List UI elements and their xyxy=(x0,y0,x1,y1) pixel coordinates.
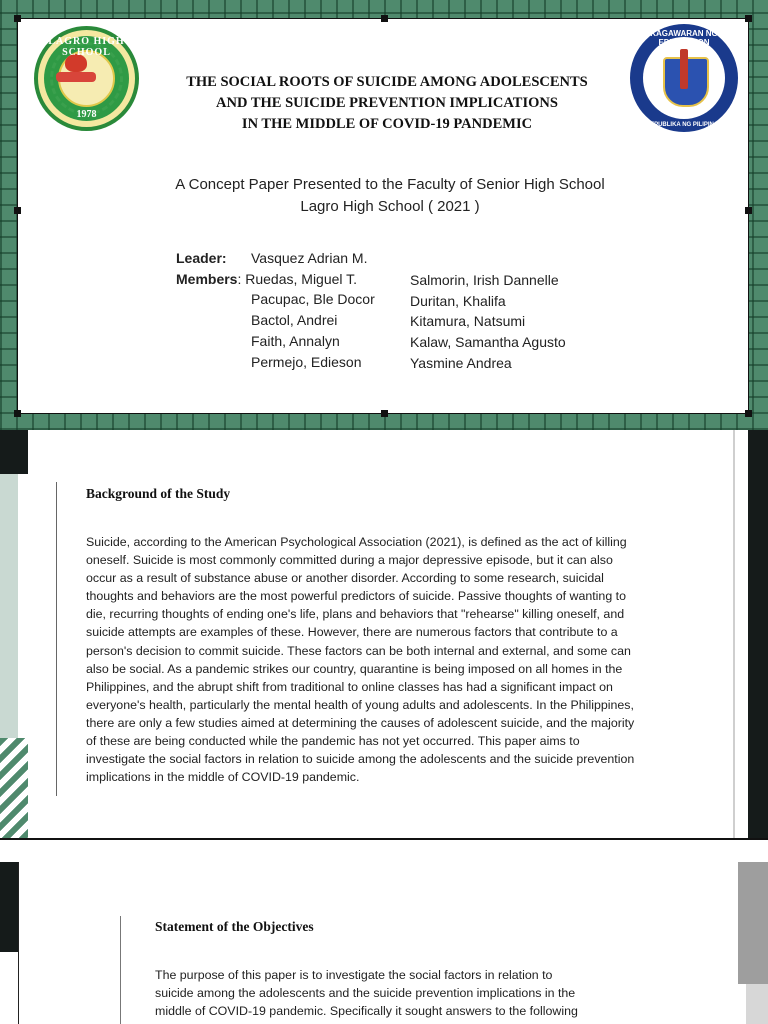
resize-handle[interactable] xyxy=(745,15,752,22)
objectives-heading: Statement of the Objectives xyxy=(155,919,314,934)
background-page xyxy=(0,430,768,840)
member-name: Permejo, Edieson xyxy=(251,353,362,370)
paragraph-line: die, recurring thoughts of ending one's life, plans and behaviors that "rehearse" killing oneself, and xyxy=(86,607,625,622)
paragraph-line: person's decision to commit suicide. These factors can be both internal and external, and some can xyxy=(86,643,631,658)
leader-label: Leader: xyxy=(176,250,227,266)
paragraph-line: Philippines, and the abrupt shift from traditional to online classes has had a significant impact on xyxy=(86,679,613,694)
title-line: IN THE MIDDLE OF COVID-19 PANDEMIC xyxy=(241,116,533,132)
group-members-left: Leader: Vasquez Adrian M. Members: Ruedas, Miguel T. Pacupac, Ble Docor Bactol, Andrei Faith, Annalyn Permejo, Edieson xyxy=(176,248,375,372)
members-label: Members xyxy=(176,270,238,287)
seal-text-bottom: REPUBLIKA NG PILIPINAS xyxy=(645,122,723,128)
background-heading: Background of the Study xyxy=(86,486,231,501)
paragraph-line: also be social. As a pandemic strikes our country, quarantine is being imposed on all homes in the xyxy=(86,661,623,676)
background-paragraph xyxy=(86,533,634,786)
paper-title xyxy=(150,72,624,135)
presented-line: Lagro High School ( 2021 ) xyxy=(300,198,480,215)
paragraph-line: of these are being conducted while the pandemic has not yet occurred. This paper aims to xyxy=(86,734,580,749)
decor-line xyxy=(733,430,735,840)
member-name: Bactol, Andrei xyxy=(251,312,338,329)
decor-block xyxy=(0,430,28,474)
member-name: Salmorin, Irish Dannelle xyxy=(410,272,559,288)
member-name: Yasmine Andrea xyxy=(410,354,512,371)
deped-seal-logo xyxy=(630,24,738,132)
decor-block xyxy=(0,862,18,952)
paragraph-line: thoughts and behaviors are the most powerful predictors of suicide. Passive thoughts of wanting to xyxy=(86,589,626,604)
title-line: AND THE SUICIDE PREVENTION IMPLICATIONS xyxy=(216,95,558,111)
member-name: Kitamura, Natsumi xyxy=(410,313,526,330)
title-line: THE SOCIAL ROOTS OF SUICIDE AMONG ADOLESCENTS xyxy=(186,74,588,90)
paragraph-line: occur as a result of substance abuse or another disorder. According to some research, suicidal xyxy=(86,571,604,586)
paragraph-line: The purpose of this paper is to investigate the social factors in relation to xyxy=(155,968,553,982)
margin-rule xyxy=(120,916,121,1024)
seal-text-top: KAGAWARAN NG EDUKASYON xyxy=(650,29,718,47)
resize-handle[interactable] xyxy=(14,207,21,214)
resize-handle[interactable] xyxy=(745,207,752,214)
member-name: Pacupac, Ble Docor xyxy=(251,291,375,308)
paragraph-line: middle of COVID-19 pandemic. Specifically it sought answers to the following xyxy=(155,1004,578,1019)
paragraph-line: suicide among the adolescents and the suicide prevention implications in the xyxy=(155,986,576,1001)
member-name: Faith, Annalyn xyxy=(251,332,340,349)
cover-page xyxy=(0,0,768,430)
paragraph-line: Suicide, according to the American Psychological Association (2021), is defined as the act of killing xyxy=(86,535,627,549)
paragraph-line: there are only a few studies aimed at determining the causes of adolescent suicide, and the majority xyxy=(86,715,635,730)
resize-handle[interactable] xyxy=(381,15,388,22)
presented-to xyxy=(120,174,660,218)
lagro-high-school-logo xyxy=(34,26,139,131)
paragraph-line: oneself. Suicide is most commonly committed during a major depressive episode, but it can also xyxy=(86,553,613,568)
objectives-page xyxy=(0,840,768,1024)
leader-name: Vasquez Adrian M. xyxy=(251,250,368,266)
objectives-paragraph xyxy=(155,966,578,1020)
resize-handle[interactable] xyxy=(745,410,752,417)
resize-handle[interactable] xyxy=(14,410,21,417)
decor-strip xyxy=(18,862,28,1024)
logo-school-year: 1978 xyxy=(76,109,97,120)
margin-rule xyxy=(56,482,57,796)
paragraph-line: investigate the social factors in relation to suicide among the adolescents and the suicide prevention xyxy=(86,752,635,767)
presented-line: A Concept Paper Presented to the Faculty of Senior High School xyxy=(175,176,605,193)
resize-handle[interactable] xyxy=(14,15,21,22)
paragraph-line: suicide attempts are examples of these. However, there are numerous factors that contribute to a xyxy=(86,625,618,640)
paragraph-line: everyone's health, particularly the mental health of young adults and adolescents. In the Philippines, xyxy=(86,697,634,712)
resize-handle[interactable] xyxy=(381,410,388,417)
member-name: Kalaw, Samantha Agusto xyxy=(410,334,566,351)
decor-block xyxy=(748,430,768,840)
member-name: Duritan, Khalifa xyxy=(410,292,506,309)
logo-school-name: LAGRO HIGH SCHOOL xyxy=(48,36,125,58)
member-name: Ruedas, Miguel T. xyxy=(245,270,358,287)
group-members-right xyxy=(410,270,566,374)
paragraph-line: implications in the middle of COVID-19 pandemic. xyxy=(86,770,360,785)
decor-block xyxy=(738,862,768,984)
